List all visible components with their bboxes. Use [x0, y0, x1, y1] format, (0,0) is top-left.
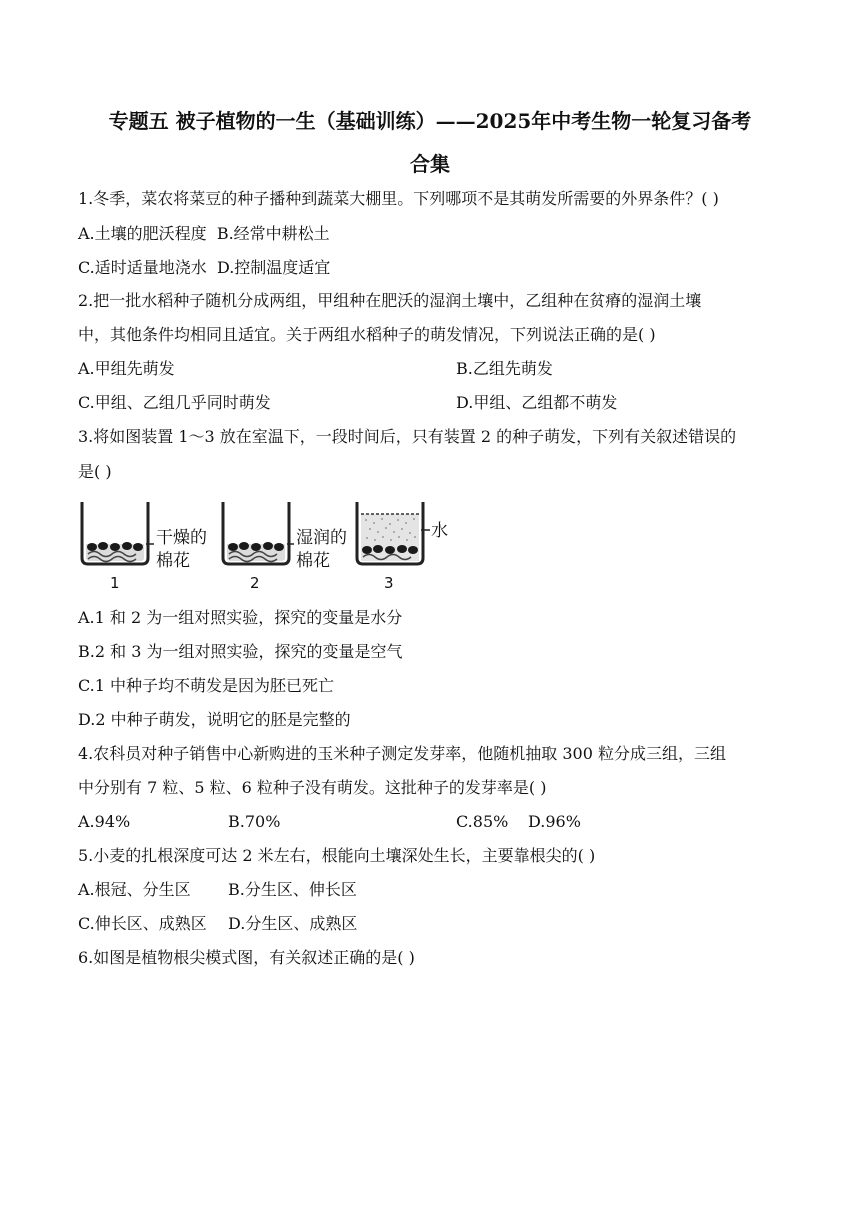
q1-options-row-1	[78, 224, 330, 244]
q4-options-row	[78, 812, 778, 832]
title-line-2: 合集	[410, 152, 450, 176]
label-water: 水	[431, 521, 448, 541]
q2-option-b: B.乙组先萌发	[456, 359, 553, 378]
q3-option-d: D.2 中种子萌发，说明它的胚是完整的	[78, 710, 351, 729]
q4-stem-line-2: 中分别有 7 粒、5 粒、6 粒种子没有萌发。这批种子的发芽率是( )	[78, 778, 547, 797]
q4-option-b: B.70%	[228, 812, 281, 831]
label-wet-cotton-line-1: 湿润的	[296, 528, 347, 548]
q5-option-b: B.分生区、伸长区	[228, 880, 357, 899]
beaker-number-3: 3	[384, 574, 394, 592]
q5-option-d: D.分生区、成熟区	[228, 914, 358, 933]
q2-option-c: C.甲组、乙组几乎同时萌发	[78, 393, 271, 412]
q2-stem-line-1: 2.把一批水稻种子随机分成两组，甲组种在肥沃的湿润土壤中，乙组种在贫瘠的湿润土壤	[78, 291, 702, 310]
q3-option-a: A.1 和 2 为一组对照实验，探究的变量是水分	[78, 608, 403, 627]
label-dry-cotton-line-1: 干燥的	[156, 528, 207, 548]
document-title	[60, 100, 800, 186]
beaker-number-2: 2	[250, 574, 260, 592]
q1-option-d: D.控制温度适宜	[216, 258, 331, 277]
q1-option-b: B.经常中耕松土	[216, 224, 330, 243]
seed-germination-figure	[78, 494, 450, 594]
q1-option-c: C.适时适量地浇水	[78, 258, 207, 277]
label-wet-cotton-line-2: 棉花	[296, 551, 330, 571]
q2-options-row-2	[78, 393, 778, 413]
q4-stem-line-1: 4.农科员对种子销售中心新购进的玉米种子测定发芽率，他随机抽取 300 粒分成三组，三组	[78, 744, 726, 763]
q3-option-b: B.2 和 3 为一组对照实验，探究的变量是空气	[78, 642, 403, 661]
q4-option-a: A.94%	[78, 812, 131, 831]
beaker-number-1: 1	[110, 574, 120, 592]
q3-option-c: C.1 中种子均不萌发是因为胚已死亡	[78, 676, 335, 695]
q3-stem-line-1: 3.将如图装置 1～3 放在室温下，一段时间后，只有装置 2 的种子萌发，下列有关叙述错误的	[78, 427, 737, 446]
title-line-1: 专题五 被子植物的一生（基础训练）——2025年中考生物一轮复习备考	[108, 109, 752, 133]
q3-stem-line-2: 是( )	[78, 462, 112, 481]
beakers-diagram	[78, 494, 450, 594]
q5-stem: 5.小麦的扎根深度可达 2 米左右，根能向土壤深处生长，主要靠根尖的( )	[78, 846, 596, 865]
q1-option-a: A.土壤的肥沃程度	[78, 224, 207, 243]
q5-options-row-2	[78, 914, 778, 934]
label-dry-cotton-line-2: 棉花	[156, 551, 190, 571]
q1-options-row-2	[78, 258, 330, 278]
q5-option-a: A.根冠、分生区	[78, 880, 191, 899]
q6-stem: 6.如图是植物根尖模式图，有关叙述正确的是( )	[78, 948, 415, 967]
q2-stem-line-2: 中，其他条件均相同且适宜。关于两组水稻种子的萌发情况，下列说法正确的是( )	[78, 325, 656, 344]
q2-option-a: A.甲组先萌发	[78, 359, 175, 378]
q5-options-row-1	[78, 880, 778, 900]
q1-stem: 1.冬季，菜农将菜豆的种子播种到蔬菜大棚里。下列哪项不是其萌发所需要的外界条件？( )	[78, 189, 719, 208]
q2-options-row-1	[78, 359, 778, 379]
q4-option-d: D.96%	[528, 812, 581, 831]
q5-option-c: C.伸长区、成熟区	[78, 914, 207, 933]
q4-option-c: C.85%	[456, 812, 509, 831]
q2-option-d: D.甲组、乙组都不萌发	[456, 393, 618, 412]
